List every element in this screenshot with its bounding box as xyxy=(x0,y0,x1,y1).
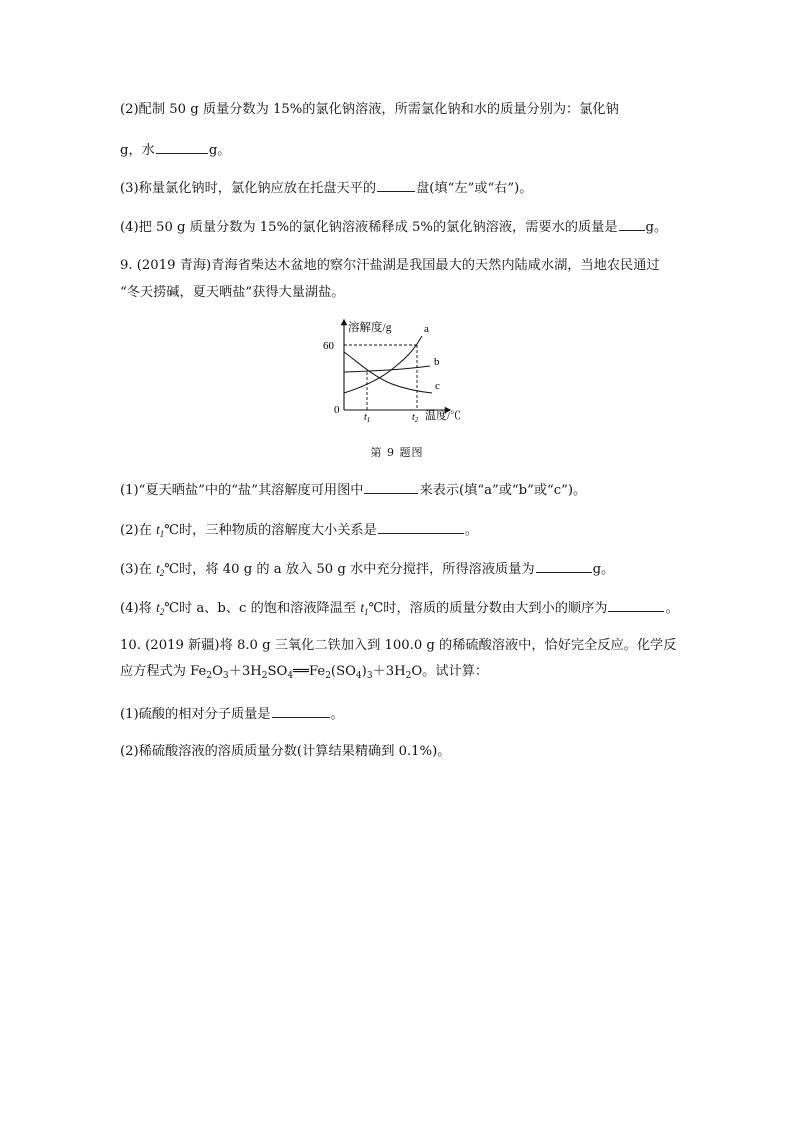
t1-symbol: $t_1$ xyxy=(156,522,165,539)
ylabel: 溶解度/g xyxy=(348,322,392,334)
xtick-t2: $t_2$ xyxy=(412,412,419,424)
q8-part4 xyxy=(120,217,667,237)
q9-p1-post: 来表示(填“a”或“b”或“c”)。 xyxy=(419,483,587,498)
curve-b xyxy=(344,366,430,372)
q10-p1-pre: (1)硫酸的相对分子质量是 xyxy=(120,707,271,722)
t2-symbol: $t_2$ xyxy=(156,561,165,578)
answer-blank-solution-mass[interactable] xyxy=(536,559,592,573)
series-label-a: a xyxy=(424,323,429,335)
q10-intro-line1: 10. (2019 新疆)将 8.0 g 三氧化二铁加入到 100.0 g 的稀硫酸溶液中，恰好完全反应。化学反 xyxy=(120,638,677,653)
q9-p3-post: g。 xyxy=(592,562,615,577)
q9-p4-pre: (4)将 xyxy=(120,601,157,616)
q8-p4-pre: (4)把 50 g 质量分数为 15%的氯化钠溶液稀释成 5%的氯化钠溶液，需要水的质量是 xyxy=(120,220,618,235)
t1-symbol: $t_1$ xyxy=(360,600,369,617)
q8-p3-post: 盘(填“左”或“右”)。 xyxy=(416,181,533,196)
series-label-c: c xyxy=(435,380,440,392)
answer-blank-water[interactable] xyxy=(156,140,208,154)
ytick-60: 60 xyxy=(323,340,334,352)
answer-blank-molecular-mass[interactable] xyxy=(272,704,330,718)
q8-part3 xyxy=(120,178,532,198)
q8-p3-pre: (3)称量氯化钠时，氯化钠应放在托盘天平的 xyxy=(120,181,377,196)
q9-p3-mid: ℃时，将 40 g 的 a 放入 50 g 水中充分搅拌，所得溶液质量为 xyxy=(164,562,535,577)
q10-part1 xyxy=(120,704,344,724)
q9-p2-post: 。 xyxy=(464,523,478,538)
ytick-0: 0 xyxy=(334,404,340,416)
series-label-b: b xyxy=(434,356,440,368)
t2-symbol: $t_2$ xyxy=(156,600,165,617)
figure-caption: 第 9 题图 xyxy=(370,446,424,459)
q9-p2-mid: ℃时，三种物质的溶解度大小关系是 xyxy=(164,523,377,538)
q9-p2-pre: (2)在 xyxy=(120,523,157,538)
q9-part1 xyxy=(120,480,586,500)
answer-blank-pan[interactable] xyxy=(377,178,415,192)
answer-blank-salt-curve[interactable] xyxy=(364,480,418,494)
q9-intro-line1: 9. (2019 青海)青海省柴达木盆地的察尔汗盐湖是我国最大的天然内陆咸水湖，当地农民通过 xyxy=(120,258,660,273)
q9-intro-line2: “冬天捞碱，夏天晒盐”获得大量湖盐。 xyxy=(120,285,345,300)
q10-eq-pre: 应方程式为 Fe xyxy=(120,664,207,679)
answer-blank-water-mass[interactable] xyxy=(619,217,645,231)
q9-p1-pre: (1)“夏天晒盐”中的“盐”其溶解度可用图中 xyxy=(120,483,364,498)
q8-part2-line1: (2)配制 50 g 质量分数为 15%的氯化钠溶液，所需氯化钠和水的质量分别为：氯化钠 xyxy=(120,102,619,117)
curve-c xyxy=(344,352,432,393)
q9-part4 xyxy=(120,598,679,618)
q8-p2b-post: g。 xyxy=(208,143,231,158)
answer-blank-fraction-order[interactable] xyxy=(608,598,664,612)
answer-blank-solubility-order[interactable] xyxy=(378,520,464,534)
q8-p2b-pre: g，水 xyxy=(120,143,155,158)
q8-part2-line2 xyxy=(120,140,230,160)
q9-p4-post: 。 xyxy=(665,601,679,616)
q9-p3-pre: (3)在 xyxy=(120,562,157,577)
q9-p4-mid1: ℃时 a、b、c 的饱和溶液降温至 xyxy=(164,601,361,616)
q8-p4-post: g。 xyxy=(645,220,668,235)
xtick-t1: $t_1$ xyxy=(364,412,371,424)
xlabel: 温度/℃ xyxy=(425,410,462,422)
curve-a xyxy=(344,336,422,393)
q10-equation-line: 应方程式为 $Fe_2O_3+3H_2SO_4══Fe_2(SO_4)_3+3H_2O$。试计算： xyxy=(120,664,489,681)
q9-part3 xyxy=(120,559,614,579)
q10-part2: (2)稀硫酸溶液的溶质质量分数(计算结果精确到 0.1%)。 xyxy=(120,744,451,759)
q10-p1-post: 。 xyxy=(330,707,344,722)
q9-p4-mid2: ℃时，溶质的质量分数由大到小的顺序为 xyxy=(368,601,608,616)
q9-part2 xyxy=(120,520,478,540)
q10-eq-rest: 试计算： xyxy=(435,664,489,679)
